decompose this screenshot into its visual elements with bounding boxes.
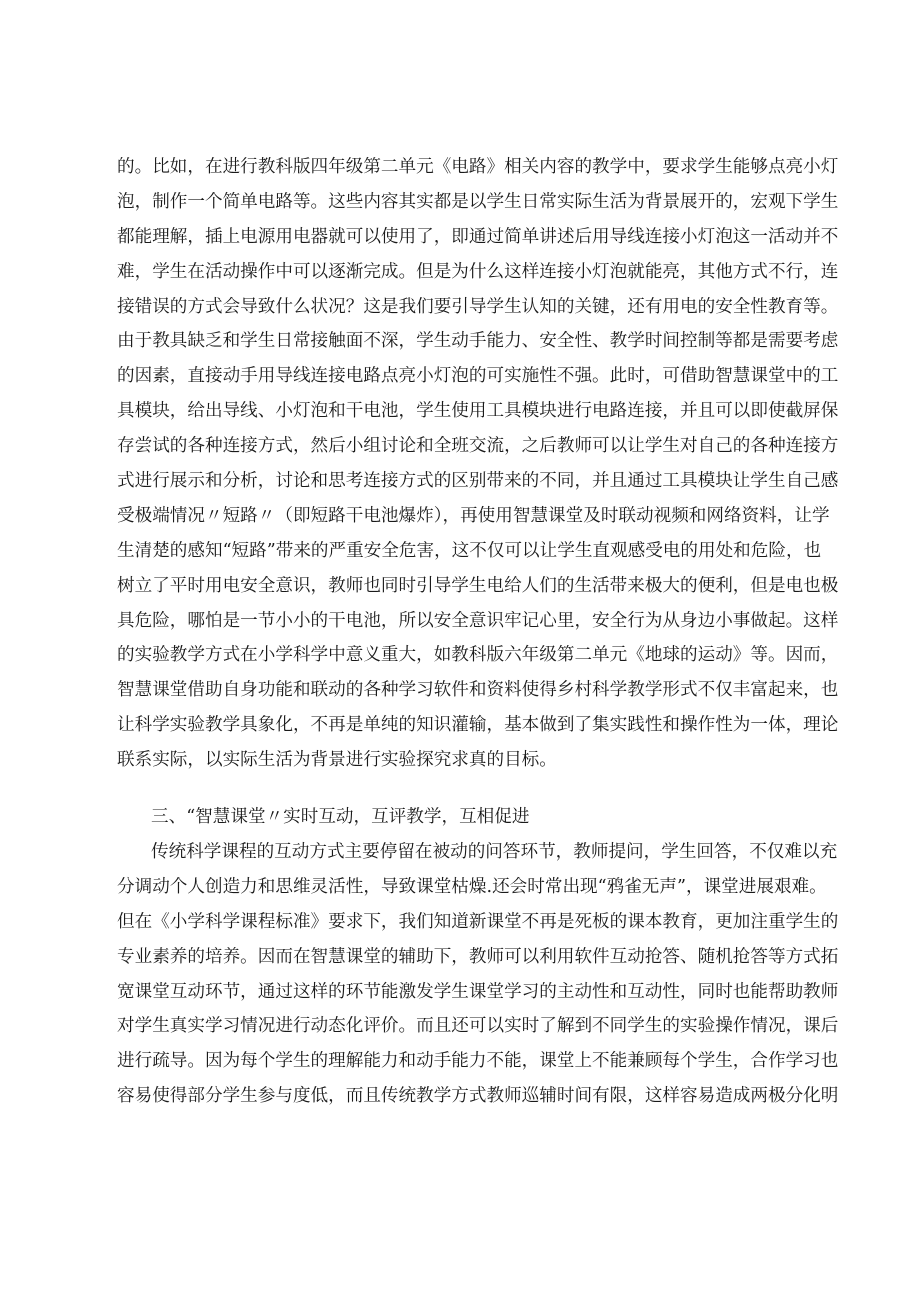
paragraph-1	[117, 150, 839, 778]
text-line: 的。比如，在进行教科版四年级第二单元《电路》相关内容的教学中，要求学生能够点亮小灯	[117, 157, 839, 177]
text-line: 具模块，给出导线、小灯泡和干电池，学生使用工具模块进行电路连接，并且可以即使截屏保	[117, 401, 839, 422]
text-line: 容易使得部分学生参与度低，而且传统教学方式教师巡辅时间有限，这样容易造成两极分化明	[117, 1086, 839, 1107]
text-line: 分调动个人创造力和思维灵活性，导致课堂枯燥.还会时常出现“鸦雀无声”，课堂进展艰难。	[117, 876, 827, 897]
section-heading: 三、“智慧课堂〃实时互动，互评教学，互相促进	[151, 807, 530, 828]
document-page	[117, 150, 839, 1114]
text-line: 泡，制作一个简单电路等。这些内容其实都是以学生日常实际生活为背景展开的，宏观下学生	[117, 191, 839, 212]
text-line: 具危险，哪怕是一节小小的干电池，所以安全意识牢记心里，安全行为从身边小事做起。这样	[117, 610, 839, 631]
text-line: 受极端情况〃短路〃（即短路干电池爆炸），再使用智慧课堂及时联动视频和网络资料，让学	[117, 505, 830, 526]
text-line: 智慧课堂借助自身功能和联动的各种学习软件和资料使得乡村科学教学形式不仅丰富起来，也	[117, 680, 839, 701]
text-line: 存尝试的各种连接方式，然后小组讨论和全班交流，之后教师可以让学生对自己的各种连接方	[117, 436, 839, 457]
text-line: 式进行展示和分析，讨论和思考连接方式的区别带来的不同，并且通过工具模块让学生自己感	[117, 471, 839, 492]
text-line: 宽课堂互动环节，通过这样的环节能激发学生课堂学习的主动性和互动性，同时也能帮助教师	[117, 981, 839, 1002]
text-line: 对学生真实学习情况进行动态化评价。而且还可以实时了解到不同学生的实验操作情况，课后	[117, 1016, 839, 1037]
text-line: 由于教具缺乏和学生日常接触面不深，学生动手能力、安全性、教学时间控制等都是需要考虑	[117, 331, 839, 352]
text-line: 专业素养的培养。因而在智慧课堂的辅助下，教师可以利用软件互动抢答、随机抢答等方式拓	[117, 946, 839, 967]
text-line: 传统科学课程的互动方式主要停留在被动的问答环节，教师提问，学生回答，不仅难以充	[151, 842, 838, 863]
text-line: 进行疏导。因为每个学生的理解能力和动手能力不能，课堂上不能兼顾每个学生，合作学习也	[117, 1051, 839, 1072]
text-line: 联系实际，以实际生活为背景进行实验探究求真的目标。	[117, 750, 557, 771]
text-line: 的因素，直接动手用导线连接电路点亮小灯泡的可实施性不强。此时，可借助智慧课堂中的工	[117, 366, 839, 387]
text-line: 树立了平时用电安全意识，教师也同时引导学生电给人们的生活带来极大的便利，但是电也极	[117, 575, 839, 596]
paragraph-gap	[117, 778, 801, 800]
text-line: 生清楚的感知“短路”带来的严重安全危害，这不仅可以让学生直观感受电的用处和危险，也	[117, 540, 822, 561]
text-line: 难，学生在活动操作中可以逐渐完成。但是为什么这样连接小灯泡就能亮，其他方式不行，连	[117, 261, 839, 282]
text-line: 让科学实验教学具象化，不再是单纯的知识灌输，基本做到了集实践性和操作性为一体，理论	[117, 715, 839, 736]
text-line: 但在《小学科学课程标准》要求下，我们知道新课堂不再是死板的课本教育，更加注重学生的	[117, 911, 839, 932]
text-line: 接错误的方式会导致什么状况？这是我们要引导学生认知的关键，还有用电的安全性教育等。	[117, 296, 839, 317]
paragraph-2	[117, 835, 839, 1114]
text-line: 都能理解，插上电源用电器就可以使用了，即通过简单讲述后用导线连接小灯泡这一活动并不	[117, 226, 839, 247]
text-line: 的实验教学方式在小学科学中意义重大，如教科版六年级第二单元《地球的运动》等。因而，	[117, 645, 839, 666]
